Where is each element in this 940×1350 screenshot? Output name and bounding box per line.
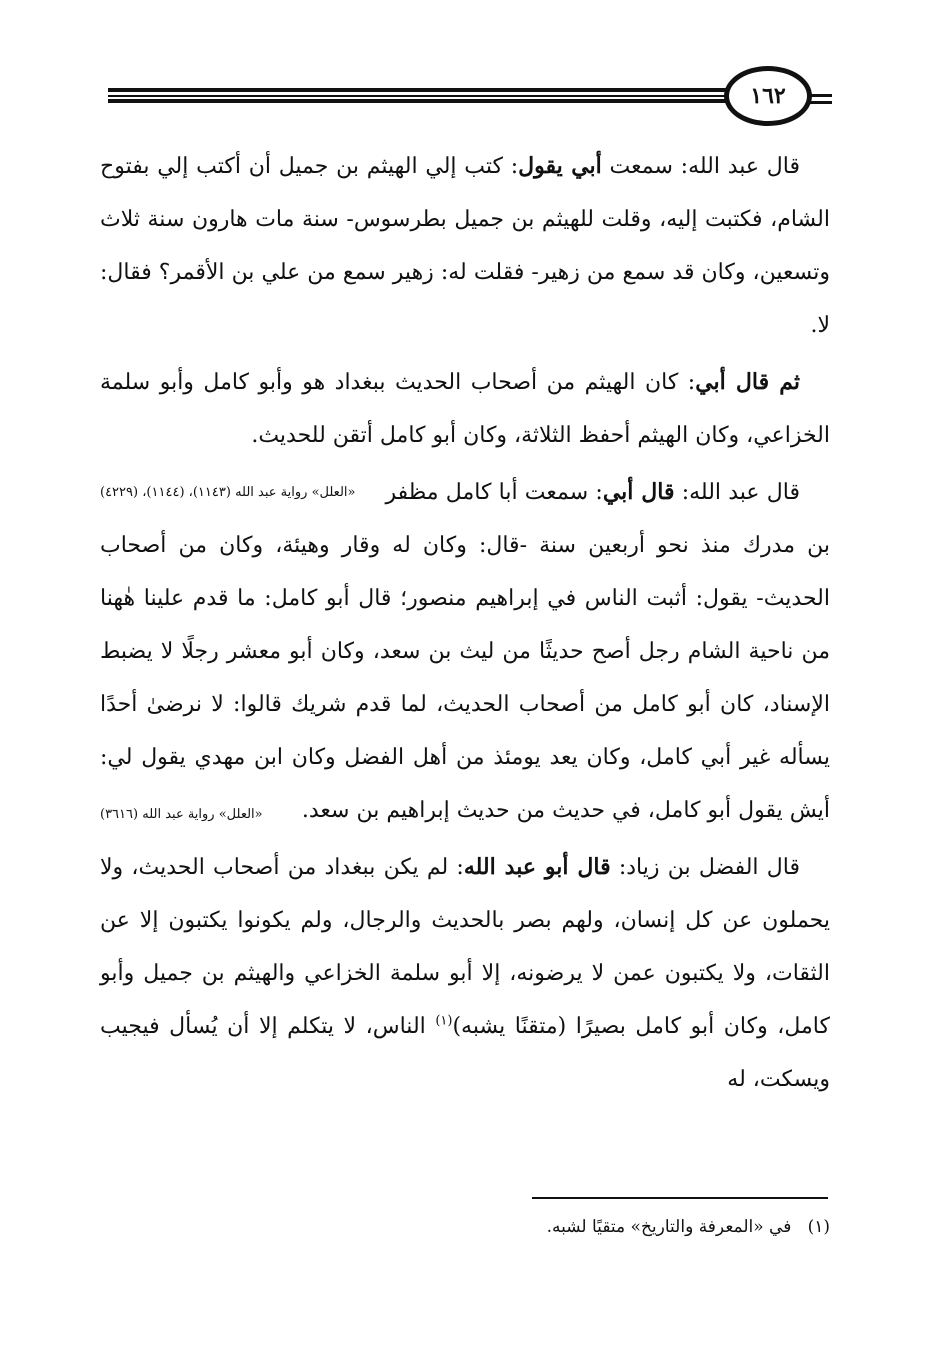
footnote-divider: [532, 1197, 828, 1199]
speaker-bold: قال أبي: [602, 479, 675, 505]
paragraph: قال عبد الله: سمعت أبي يقول: كتب إلي الهيثم بن جميل أن أكتب إلي بفتوح الشام، فكتبت إليه، وقلت للهيثم بن جميل بطرسوس- سنة مات هارون سنة ثلاث وتسعين، وكان قد سمع من زهير- فقلت له: زهير سمع من علي بن الأقمر؟ فقال: لا.: [100, 153, 830, 338]
header-rule: [108, 86, 728, 106]
header-rule-tail: [810, 94, 832, 97]
footnote-number: (١): [807, 1217, 830, 1237]
speaker-bold: أبي يقول: [518, 153, 602, 179]
header-rule-tail: [810, 101, 832, 104]
speaker-bold: قال أبو عبد الله: [463, 854, 611, 880]
page-body: [100, 140, 830, 1106]
paragraph: قال عبد الله: قال أبي: سمعت أبا كامل مظفر بن مدرك منذ نحو أربعين سنة -قال: وكان له وقار وهيئة، وكان من أصحاب الحديث- يقول: أثبت الناس في إبراهيم منصور؛ قال أبو كامل: ما قدم علينا هٰهنا من ناحية الشام رجل أصح حديثًا من ليث بن سعد، وكان أبو معشر رجلًا لا يضبط الإسناد، كان أبو كامل من أصحاب الحديث، لما قدم شريك قالوا: لا نرضىٰ أحدًا يسأله غير أبي كامل، وكان يعد يومئذ من أهل الفضل وكان ابن مهدي يقول لي: أيش يقول أبو كامل، في حديث من حديث إبراهيم بن سعد. «العلل» رواية عبد الله (٣٦١٦): [100, 466, 830, 837]
paragraph: قال الفضل بن زياد: قال أبو عبد الله: لم يكن ببغداد من أصحاب الحديث، ولا يحملون عن كل إنسان، ولهم بصر بالحديث والرجال، ولم يكونوا يكتبون إلا عن الثقات، ولا يكتبون عمن لا يرضونه، إلا أبو سلمة الخزاعي والهيثم بن جميل وأبو كامل، وكان أبو كامل بصيرًا (متقنًا يشبه)$^{(١)}$ الناس، لا يتكلم إلا أن يُسأل فيجيب ويسكت، له: [100, 854, 830, 1092]
source-reference: «العلل» رواية عبد الله (٣٦١٦): [100, 807, 263, 822]
footnote-text: في «المعرفة والتاريخ» متقيًا لشبه.: [546, 1217, 792, 1237]
paragraph: ثم قال أبي: كان الهيثم من أصحاب الحديث ببغداد هو وأبو كامل وأبو سلمة الخزاعي، وكان الهيثم أحفظ الثلاثة، وكان أبو كامل أتقن للحديث. «العلل» رواية عبد الله (١١٤٣)، (١١٤٤)، (٤٢٢٩): [100, 356, 830, 462]
source-reference: «العلل» رواية عبد الله (١١٤٣)، (١١٤٤)، (٤٢٢٩): [100, 485, 356, 500]
page-number-badge: [724, 66, 812, 126]
footnote: [300, 1212, 830, 1242]
footnote-marker[interactable]: (١): [435, 1013, 453, 1029]
speaker-bold: ثم قال أبي: [695, 369, 801, 395]
page-number: ١٦٢: [750, 83, 786, 109]
